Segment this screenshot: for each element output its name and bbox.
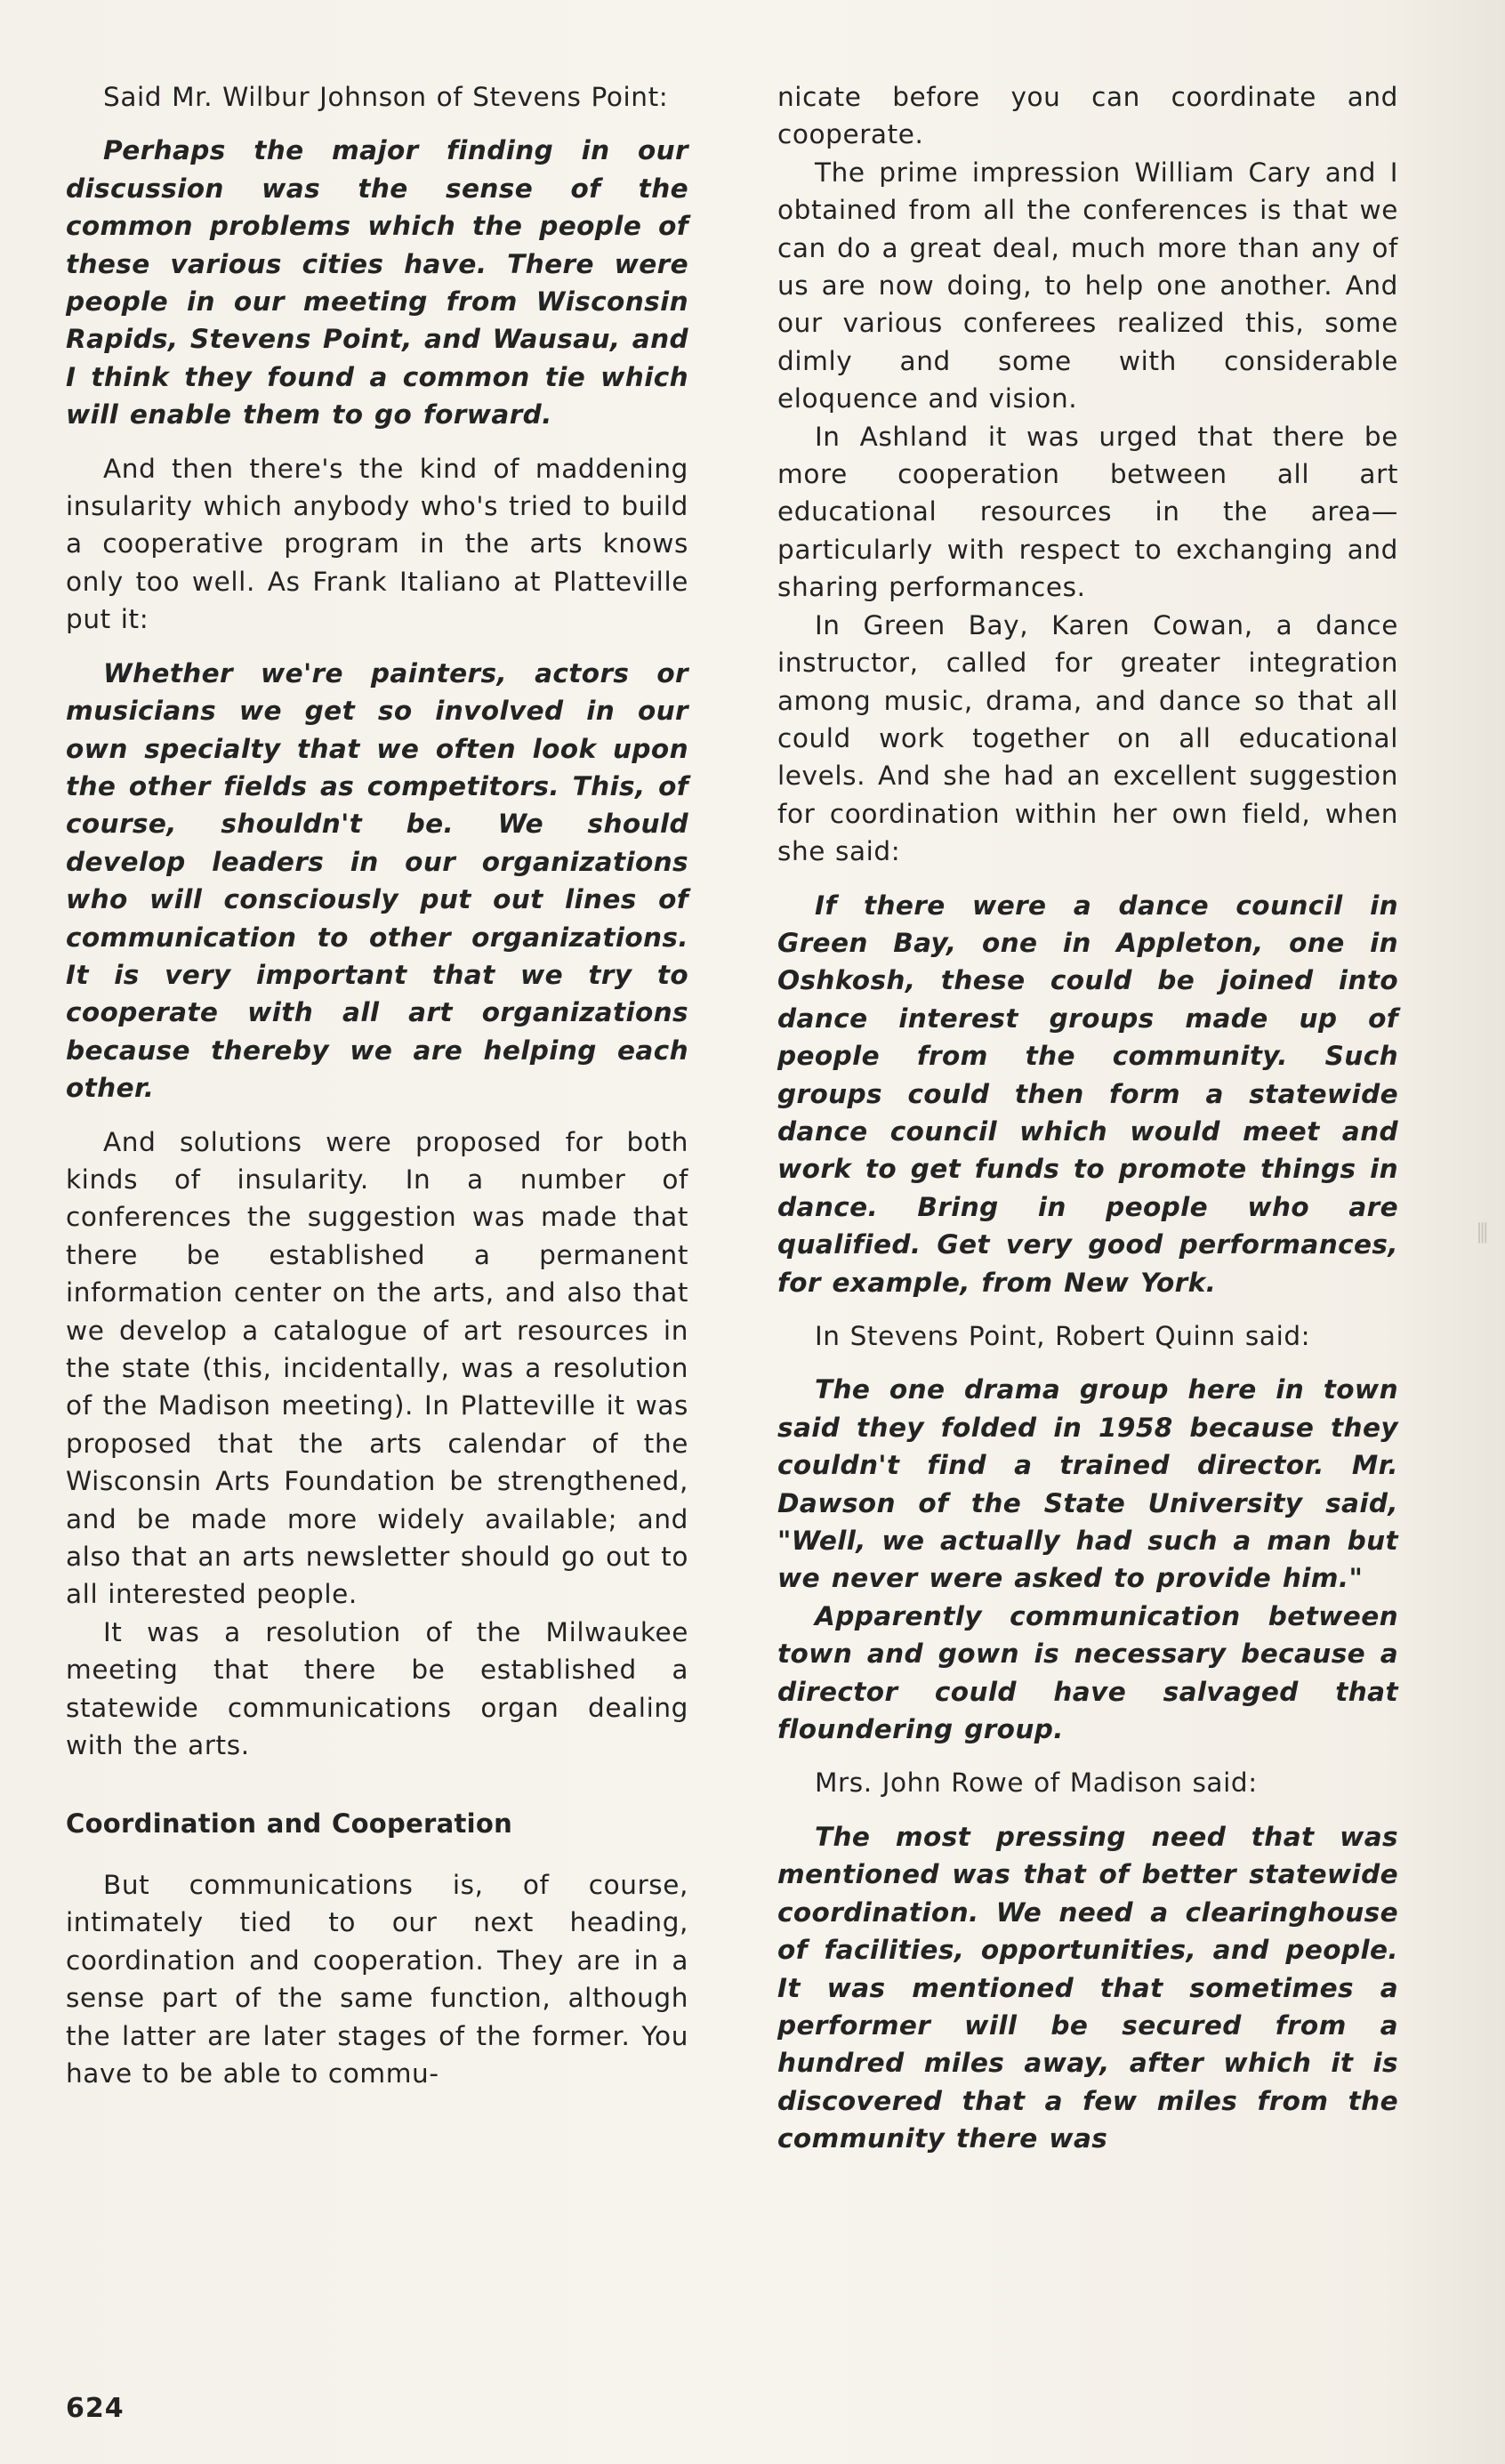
paragraph-ashland: In Ashland it was urged that there be more cooperation between all art educational resources in the area—particularly with respect to exchanging and sharing performances.	[777, 421, 1398, 603]
paragraph-rowe-intro: Mrs. John Rowe of Madison said:	[815, 1767, 1258, 1799]
quote-johnson: Perhaps the major finding in our discussion was the sense of the common problems which the people of these various cities have. There were people in our meeting from Wisconsin Rapids, Stevens Point, and Wausau, and I think they found a common tie which will enable them to go forward.	[66, 135, 688, 431]
paragraph-prime-impression: The prime impression William Cary and I obtained from all the conferences is that we can do a great deal, much more than any of us are now doing, to help one another. And our various conferees realized this, some dimly and some with considerable eloquence and vision.	[777, 157, 1398, 415]
right-column	[777, 78, 1398, 2158]
paragraph-milwaukee: It was a resolution of the Milwaukee meeting that there be established a statewide communications organ dealing with the arts.	[66, 1616, 688, 1761]
left-column	[66, 78, 688, 2092]
quote-town-and-gown: Apparently communication between town and gown is necessary because a director could have salvaged that floundering group.	[777, 1600, 1398, 1745]
paragraph-continuation: nicate before you can coordinate and cooperate.	[777, 82, 1398, 150]
quote-rowe: The most pressing need that was mentioned was that of better statewide coordination. We need a clearinghouse of facilities, opportunities, and people. It was mentioned that sometimes a performer will be secured from a hundred miles away, after which it is discovered that a few miles from the community there was	[777, 1821, 1398, 2154]
section-heading-coordination: Coordination and Cooperation	[66, 1808, 513, 1840]
quote-italiano: Whether we're painters, actors or musicians we get so involved in our own specialty that we often look upon the other fields as competitors. This, of course, shouldn't be. We should develop leaders in our organizations who will consciously put out lines of communication to other organizations. It is very important that we try to cooperate with all art organizations because thereby we are helping each other.	[66, 657, 688, 1104]
paragraph-insularity: And then there's the kind of maddening insularity which anybody who's tried to build a cooperative program in the arts knows only too well. As Frank Italiano at Platteville put it:	[66, 453, 688, 635]
paragraph-stevens-point: In Stevens Point, Robert Quinn said:	[815, 1321, 1311, 1351]
scan-edge-mark: ⦀	[1477, 1219, 1489, 1250]
page-number: 624	[66, 2393, 125, 2424]
quote-quinn: The one drama group here in town said they folded in 1958 because they couldn't find a trained director. Mr. Dawson of the State University said, "Well, we actually had such a man but we never were asked to provide him."	[777, 1374, 1398, 1594]
quote-cowan: If there were a dance council in Green Bay, one in Appleton, one in Oshkosh, these could be joined into dance interest groups made up of people from the community. Such groups could then form a statewide dance council which would meet and work to get funds to promote things in dance. Bring in people who are qualified. Get very good performances, for example, from New York.	[777, 890, 1398, 1298]
paragraph-communications: But communications is, of course, intimately tied to our next heading, coordination and cooperation. They are in a sense part of the same function, although the latter are later stages of the former. You have to be able to commu-	[66, 1869, 688, 2089]
paragraph-solutions: And solutions were proposed for both kinds of insularity. In a number of conferences the suggestion was made that there be established a permanent information center on the arts, and also that we develop a catalogue of art resources in the state (this, incidentally, was a resolution of the Madison meeting). In Platteville it was proposed that the arts calendar of the Wisconsin Arts Foundation be strengthened, and be made more widely available; and also that an arts newsletter should go out to all interested people.	[66, 1126, 688, 1610]
paragraph-green-bay: In Green Bay, Karen Cowan, a dance instructor, called for greater integration among music, drama, and dance so that all could work together on all educational levels. And she had an excellent suggestion for coordination within her own field, when she said:	[777, 609, 1398, 867]
paragraph-johnson-intro: Said Mr. Wilbur Johnson of Stevens Point:	[103, 82, 669, 112]
